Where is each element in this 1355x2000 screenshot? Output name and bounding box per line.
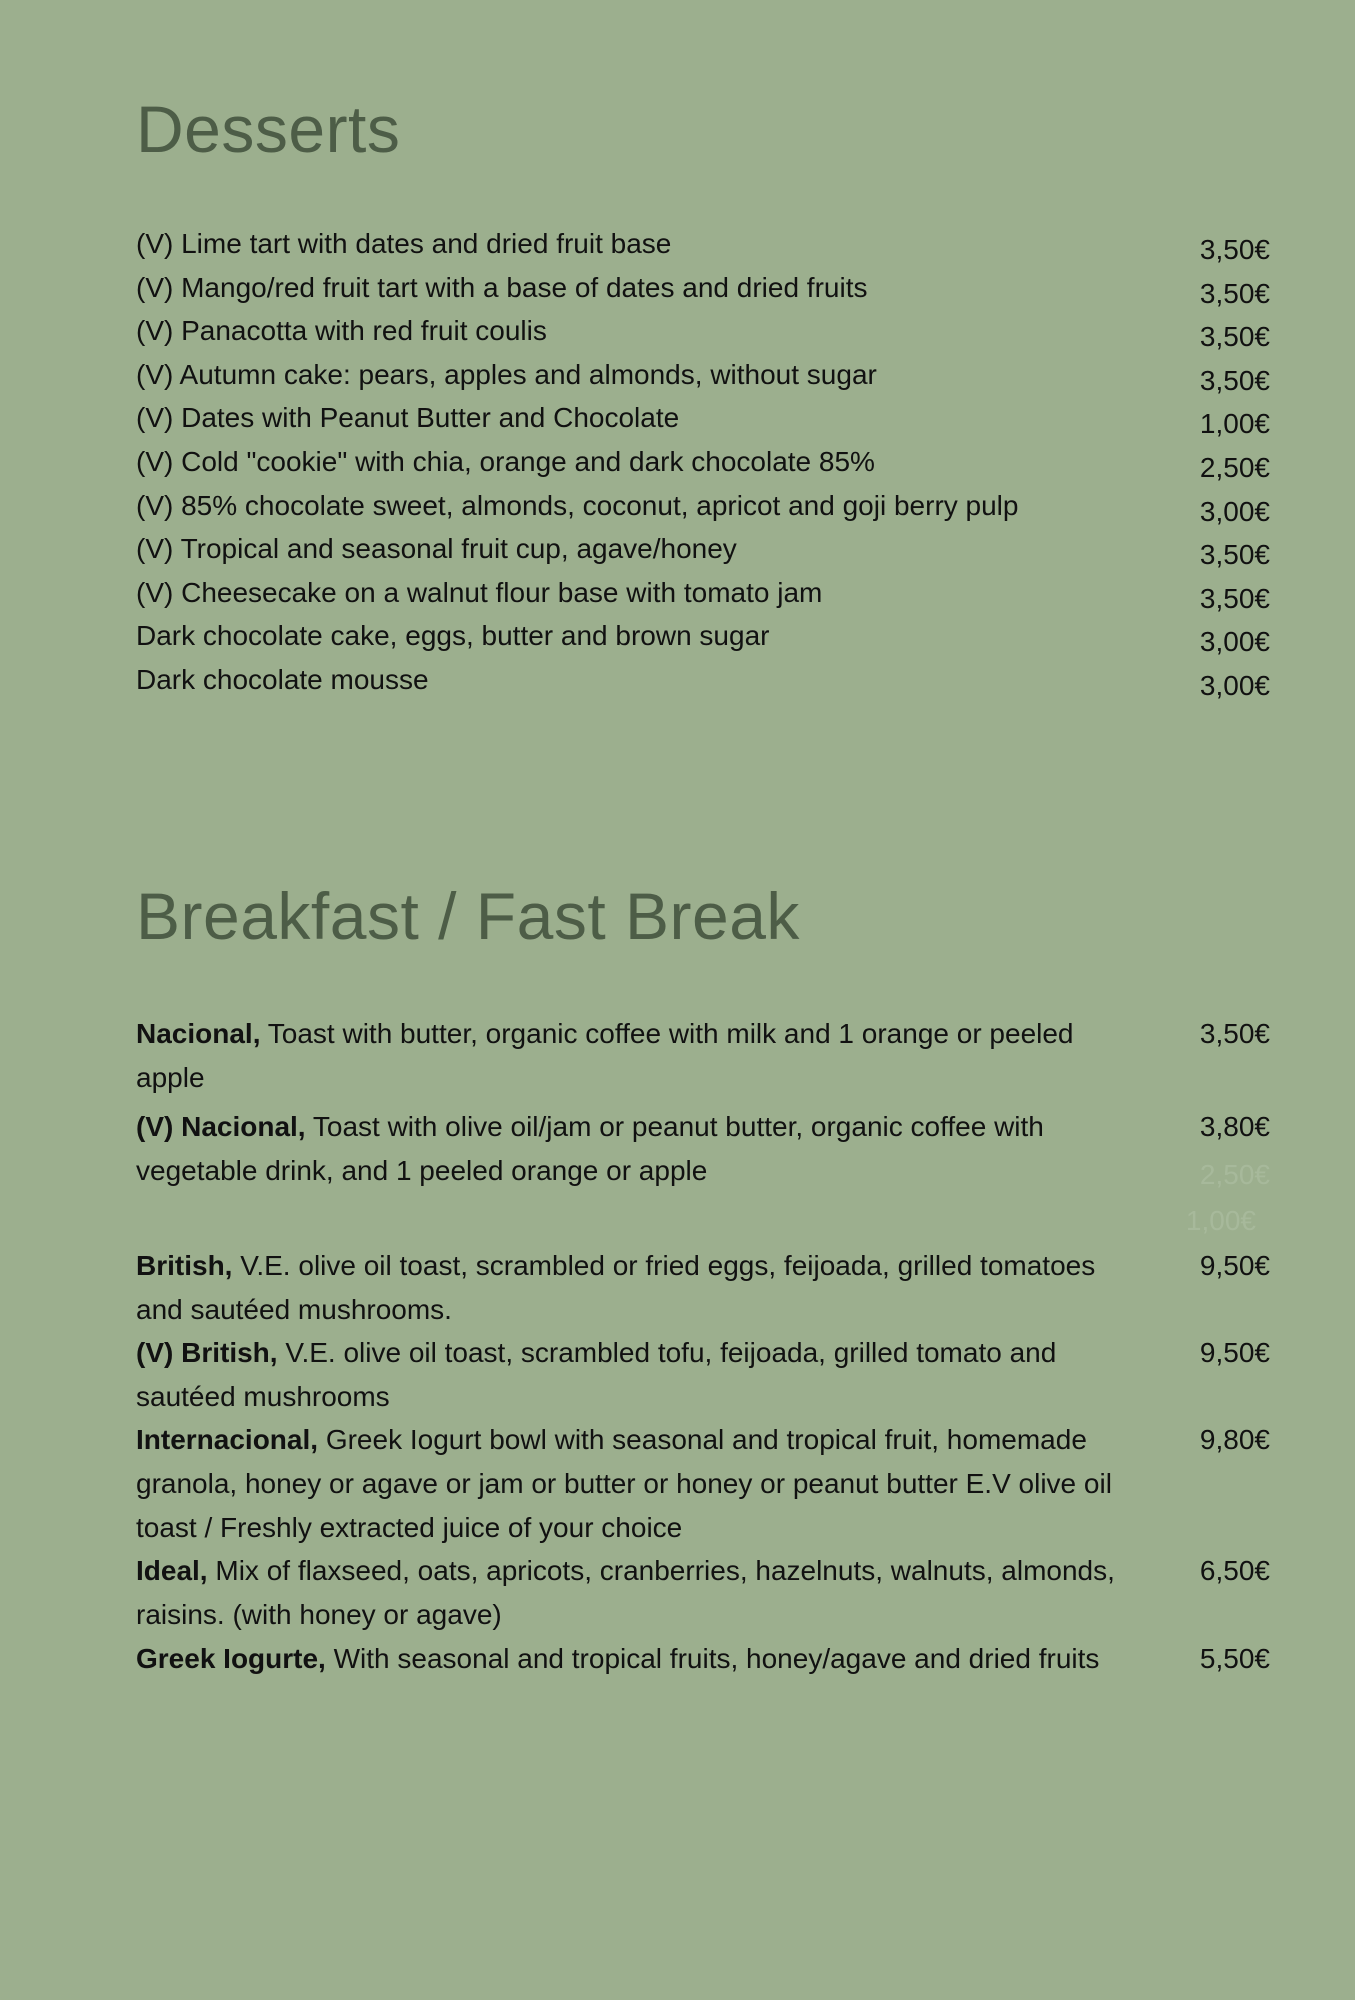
dessert-price: 3,50€ (1199, 277, 1270, 309)
dessert-name: (V) Mango/red fruit tart with a base of dates and dried fruits (136, 271, 868, 303)
breakfast-price: 6,50€ (1199, 1555, 1270, 1586)
dessert-price: 3,00€ (1199, 669, 1270, 701)
dessert-name: (V) Dates with Peanut Butter and Chocolate (136, 402, 680, 434)
dessert-name: Dark chocolate cake, eggs, butter and brown sugar (136, 620, 770, 652)
dessert-name: (V) Cold "cookie" with chia, orange and dark chocolate 85% (136, 445, 875, 477)
breakfast-price: 9,50€ (1199, 1337, 1270, 1368)
breakfast-description (136, 1418, 1136, 1550)
dessert-item (136, 616, 1270, 660)
dessert-item (136, 224, 1270, 268)
breakfast-description (136, 1637, 1136, 1681)
breakfast-price: 9,50€ (1199, 1250, 1270, 1281)
dessert-item (136, 355, 1270, 399)
dessert-price: 3,50€ (1199, 364, 1270, 396)
breakfast-label: (V) Nacional, (136, 1111, 306, 1142)
breakfast-item (136, 1105, 1270, 1193)
breakfast-label: Greek Iogurte, (136, 1643, 326, 1674)
breakfast-text: Toast with olive oil/jam or peanut butter, organic coffee with vegetable drink, and 1 peeled orange or apple (136, 1111, 1044, 1186)
dessert-item (136, 268, 1270, 312)
breakfast-description (136, 1244, 1136, 1332)
breakfast-label: Ideal, (136, 1555, 208, 1586)
breakfast-text: With seasonal and tropical fruits, honey/agave and dried fruits (333, 1643, 1100, 1674)
breakfast-price: 5,50€ (1199, 1643, 1270, 1674)
faded-price: 1,00€ (1185, 1205, 1256, 1236)
dessert-price: 3,50€ (1199, 321, 1270, 353)
dessert-item (136, 486, 1270, 530)
breakfast-description (136, 1012, 1136, 1100)
breakfast-price: 3,50€ (1199, 1018, 1270, 1049)
breakfast-item (136, 1331, 1270, 1419)
dessert-item (136, 398, 1270, 442)
breakfast-item (136, 1012, 1270, 1100)
breakfast-price: 3,80€ (1199, 1111, 1270, 1142)
dessert-item (136, 529, 1270, 573)
dessert-item (136, 573, 1270, 617)
breakfast-item (136, 1418, 1270, 1550)
breakfast-text: Greek Iogurt bowl with seasonal and tropical fruit, homemade granola, honey or agave or jam or butter or honey or peanut butter E.V olive oil toast / Freshly extracted juice of your choice (136, 1424, 1112, 1543)
dessert-item (136, 442, 1270, 486)
dessert-name: (V) Cheesecake on a walnut flour base with tomato jam (136, 576, 823, 608)
breakfast-item (136, 1549, 1270, 1637)
dessert-item (136, 311, 1270, 355)
dessert-name: (V) Lime tart with dates and dried fruit base (136, 228, 672, 259)
breakfast-text: V.E. olive oil toast, scrambled or fried eggs, feijoada, grilled tomatoes and sautéed mushrooms. (136, 1250, 1096, 1325)
dessert-name: (V) Panacotta with red fruit coulis (136, 315, 547, 347)
dessert-name: (V) 85% chocolate sweet, almonds, coconut, apricot and goji berry pulp (136, 489, 1019, 521)
breakfast-item (136, 1244, 1270, 1332)
dessert-price: 3,50€ (1199, 234, 1270, 265)
breakfast-item (136, 1637, 1270, 1681)
dessert-price: 3,50€ (1199, 582, 1270, 614)
dessert-price: 3,50€ (1199, 539, 1270, 571)
breakfast-price: 9,80€ (1199, 1424, 1270, 1455)
dessert-name: (V) Autumn cake: pears, apples and almonds, without sugar (136, 358, 877, 390)
dessert-name: Dark chocolate mousse (136, 663, 429, 695)
breakfast-text: Toast with butter, organic coffee with milk and 1 orange or peeled apple (136, 1018, 1074, 1093)
breakfast-text: Mix of flaxseed, oats, apricots, cranberries, hazelnuts, walnuts, almonds, raisins. (with honey or agave) (136, 1555, 1115, 1630)
breakfast-description (136, 1331, 1136, 1419)
desserts-title: Desserts (136, 92, 401, 166)
breakfast-label: Internacional, (136, 1424, 319, 1455)
dessert-price: 2,50€ (1199, 451, 1270, 483)
faded-price: 2,50€ (1199, 1159, 1270, 1190)
desserts-list (136, 224, 1270, 704)
dessert-price: 1,00€ (1199, 408, 1270, 440)
dessert-item (136, 660, 1270, 704)
dessert-price: 3,00€ (1199, 626, 1270, 658)
breakfast-label: (V) British, (136, 1337, 278, 1368)
breakfast-text: V.E. olive oil toast, scrambled tofu, feijoada, grilled tomato and sautéed mushrooms (136, 1337, 1057, 1412)
breakfast-description (136, 1105, 1136, 1193)
dessert-price: 3,00€ (1199, 495, 1270, 527)
breakfast-description (136, 1549, 1136, 1637)
breakfast-title: Breakfast / Fast Break (136, 879, 800, 953)
dessert-name: (V) Tropical and seasonal fruit cup, agave/honey (136, 533, 737, 565)
breakfast-label: Nacional, (136, 1018, 261, 1049)
breakfast-label: British, (136, 1250, 233, 1281)
